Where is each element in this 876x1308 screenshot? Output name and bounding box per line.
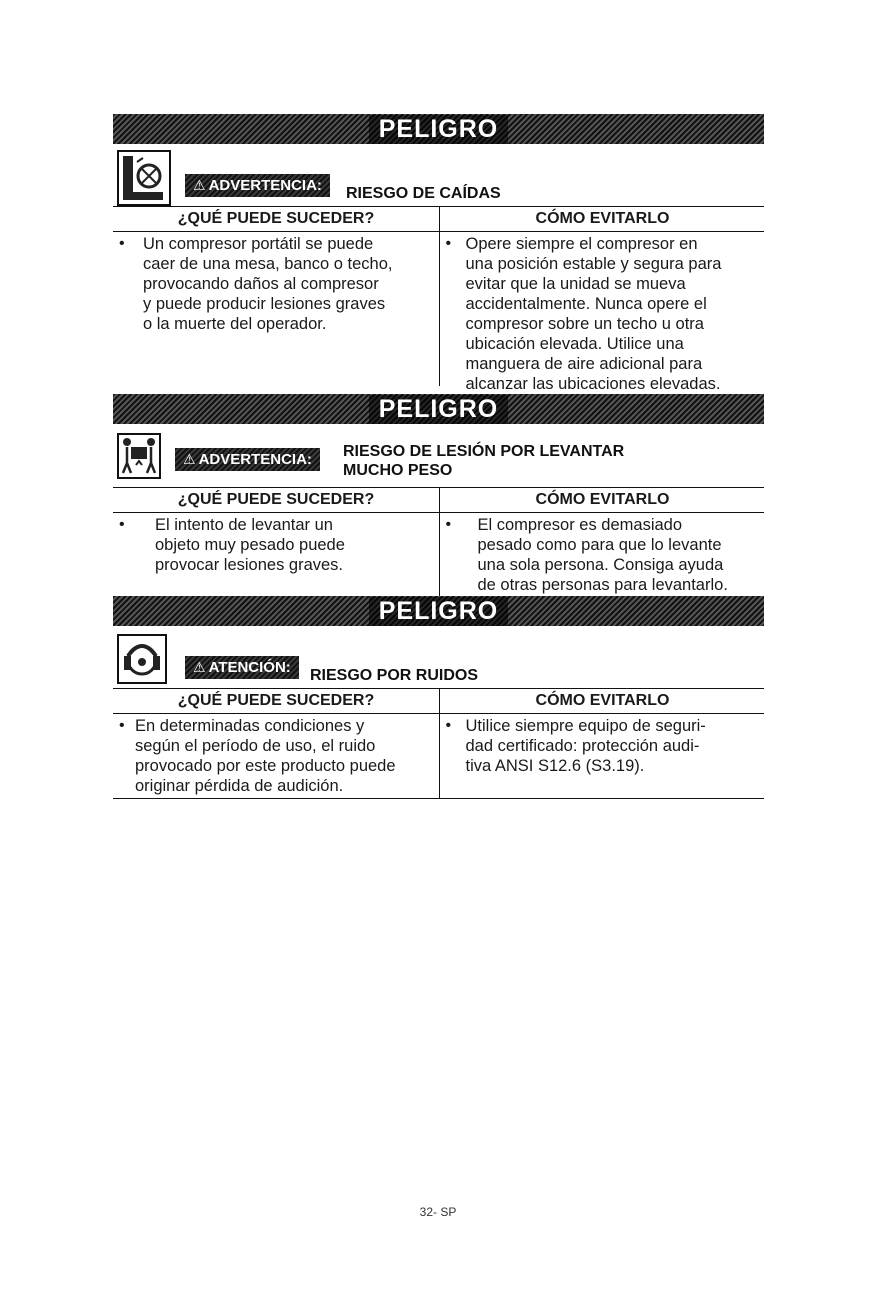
hearing-protection-icon xyxy=(117,634,167,684)
how-to-avoid-text: Opere siempre el compresor en una posición estable y segura para evitar que la unidad se mueva accidentalmente. Nunca opere el compresor sobre un techo u otra ubicación elevada. Utilice una manguera de aire adicional para alcanzar las ubicaciones elevadas. xyxy=(465,235,722,393)
two-person-lift-icon xyxy=(117,433,161,479)
warning-triangle-icon: ⚠ xyxy=(193,177,206,193)
badge-label: ADVERTENCIA: xyxy=(198,451,312,468)
danger-banner xyxy=(113,394,764,424)
falling-compressor-icon xyxy=(117,150,171,206)
bullet-icon: • xyxy=(445,235,452,252)
how-to-avoid-cell xyxy=(440,513,765,597)
col-header-how-to-avoid: CÓMO EVITARLO xyxy=(535,491,670,508)
badge-label: ADVERTENCIA: xyxy=(208,177,322,194)
warning-triangle-icon: ⚠ xyxy=(183,451,196,467)
bullet-icon: • xyxy=(119,235,125,252)
table-body xyxy=(113,513,764,597)
hazard-table xyxy=(113,206,764,393)
warning-triangle-icon: ⚠ xyxy=(193,659,206,675)
hazard-title-line1: RIESGO DE LESIÓN POR LEVANTAR xyxy=(343,443,625,460)
caution-badge xyxy=(185,656,299,679)
danger-banner xyxy=(113,596,764,626)
hazard-header xyxy=(113,144,764,206)
col-header-what-can-happen: ¿QUÉ PUEDE SUCEDER? xyxy=(113,207,440,231)
table-header xyxy=(113,689,764,714)
danger-banner xyxy=(113,114,764,144)
what-can-happen-cell xyxy=(113,513,440,597)
what-can-happen-text: Un compresor portátil se puede caer de una mesa, banco o techo, provocando daños al compresor y puede producir lesiones graves o la muerte del operador. xyxy=(143,235,393,333)
hazard-title xyxy=(343,442,624,480)
bullet-icon: • xyxy=(445,717,452,734)
what-can-happen-text: El intento de levantar un objeto muy pesado puede provocar lesiones graves. xyxy=(155,516,345,574)
hazard-section-lifting xyxy=(113,394,764,597)
table-body xyxy=(113,232,764,393)
hazard-section-falls xyxy=(113,114,764,393)
warning-badge xyxy=(175,448,320,471)
hazard-title-line1: RIESGO POR RUIDOS xyxy=(310,667,479,684)
hazard-table xyxy=(113,688,764,799)
what-can-happen-cell xyxy=(113,232,440,386)
what-can-happen-text: En determinadas condiciones y según el período de uso, el ruido provocado por este producto puede originar pérdida de audición. xyxy=(135,717,396,795)
banner-title: PELIGRO xyxy=(369,115,509,144)
hazard-title xyxy=(310,666,478,685)
how-to-avoid-cell xyxy=(440,232,765,393)
bullet-icon: • xyxy=(119,516,125,533)
banner-title: PELIGRO xyxy=(369,395,509,424)
hazard-header xyxy=(113,424,764,487)
hazard-section-noise xyxy=(113,596,764,799)
table-body xyxy=(113,714,764,798)
table-header xyxy=(113,488,764,513)
how-to-avoid-cell xyxy=(440,714,765,798)
bullet-icon: • xyxy=(445,516,452,533)
how-to-avoid-text: El compresor es demasiado pesado como para que lo levante una sola persona. Consiga ayuda de otras personas para levantarlo. xyxy=(477,516,728,594)
bullet-icon: • xyxy=(119,717,125,734)
badge-label: ATENCIÓN: xyxy=(208,659,291,676)
hazard-title-line1: RIESGO DE CAÍDAS xyxy=(346,185,501,202)
table-header xyxy=(113,207,764,232)
hazard-header xyxy=(113,626,764,688)
col-header-how-to-avoid: CÓMO EVITARLO xyxy=(535,210,670,227)
hazard-title xyxy=(346,184,501,203)
hazard-title-line2: MUCHO PESO xyxy=(343,462,453,479)
page-number: 32- SP xyxy=(419,1205,457,1219)
how-to-avoid-text: Utilice siempre equipo de seguri- dad certificado: protección audi- tiva ANSI S12.6 (S3.19). xyxy=(465,717,706,775)
warning-badge xyxy=(185,174,330,197)
hazard-table xyxy=(113,487,764,597)
what-can-happen-cell xyxy=(113,714,440,798)
col-header-how-to-avoid: CÓMO EVITARLO xyxy=(535,692,670,709)
col-header-what-can-happen: ¿QUÉ PUEDE SUCEDER? xyxy=(113,488,440,512)
col-header-what-can-happen: ¿QUÉ PUEDE SUCEDER? xyxy=(113,689,440,713)
banner-title: PELIGRO xyxy=(369,597,509,626)
